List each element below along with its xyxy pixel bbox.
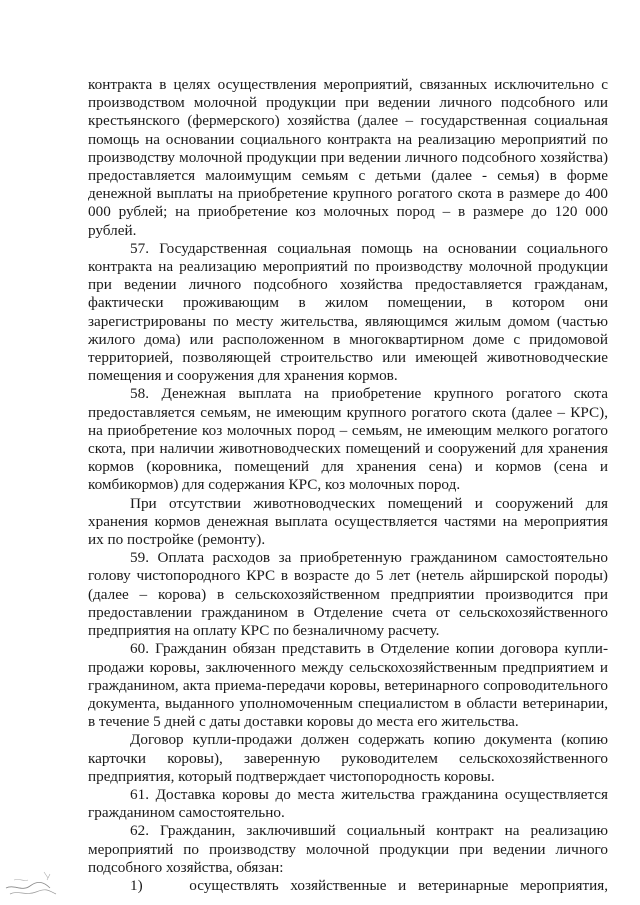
paragraph-59: 59. Оплата расходов за приобретенную гражданином самостоятельно голову чистопородного КРС в возрасте до 5 лет (нетель айрширской породы) (далее – корова) в сельскохозяйственном предприятии производится при предоставлении гражданином в Отделение счета от сельскохозяйственного предприятия на оплату КРС по безналичному расчету.	[88, 549, 608, 640]
paragraph-62: 62. Гражданин, заключивший социальный контракт на реализацию мероприятий по производству молочной продукции при ведении личного подсобного хозяйства, обязан:	[88, 822, 608, 876]
paragraph-58: 58. Денежная выплата на приобретение крупного рогатого скота предоставляется семьям, не имеющим крупного рогатого скота (далее – КРС), на приобретение коз молочных пород – семьям, не имеющим мелкого рогатого скота, при наличии животноводческих помещений и сооружений для хранения кормов (коровника, помещений для хранения сена) и кормов (сена и комбикормов) для содержания КРС, коз молочных пород.	[88, 385, 608, 494]
document-page	[88, 76, 608, 895]
paragraph-60-continued: Договор купли-продажи должен содержать копию документа (копию карточки коровы), заверенную руководителем сельскохозяйственного предприятия, который подтверждает чистопородность коровы.	[88, 731, 608, 785]
list-item-1: 1) осуществлять хозяйственные и ветеринарные мероприятия,	[130, 876, 608, 894]
paragraph-61: 61. Доставка коровы до места жительства гражданина осуществляется гражданином самостоятельно.	[88, 785, 608, 822]
scan-mark	[4, 866, 64, 900]
paragraph-58-continued: При отсутствии животноводческих помещений и сооружений для хранения кормов денежная выплата осуществляется частями на мероприятия их по постройке (ремонту).	[88, 494, 608, 549]
paragraph-60: 60. Гражданин обязан представить в Отделение копии договора купли-продажи коровы, заключенного между сельскохозяйственным предприятием и гражданином, акта приема-передачи коровы, ветеринарного сопроводительного документа, выданного уполномоченным специалистом в области ветеринарии, в течение 5 дней с даты доставки коровы до места его жительства.	[88, 640, 608, 731]
paragraph-intro: контракта в целях осуществления мероприятий, связанных исключительно с производством молочной продукции при ведении личного подсобного или крестьянского (фермерского) хозяйства (далее – государственная социальная помощь на основании социального контракта на реализацию мероприятий по производству молочной продукции при ведении личного подсобного хозяйства) предоставляется малоимущим семьям с детьми (далее - семья) в форме денежной выплаты на приобретение крупного рогатого скота в размере до 400 000 рублей; на приобретение коз молочных пород – в размере до 120 000 рублей.	[88, 76, 608, 239]
paragraph-57: 57. Государственная социальная помощь на основании социального контракта на реализацию мероприятий по производству молочной продукции при ведении личного подсобного хозяйства предоставляется гражданам, фактически проживающим в жилом помещении, в котором они зарегистрированы по месту жительства, являющимся жилым домом (частью жилого дома) или расположенном в многоквартирном доме с придомовой территорией, позволяющей строительство или имеющей животноводческие помещения и сооружения для хранения кормов.	[88, 239, 608, 385]
